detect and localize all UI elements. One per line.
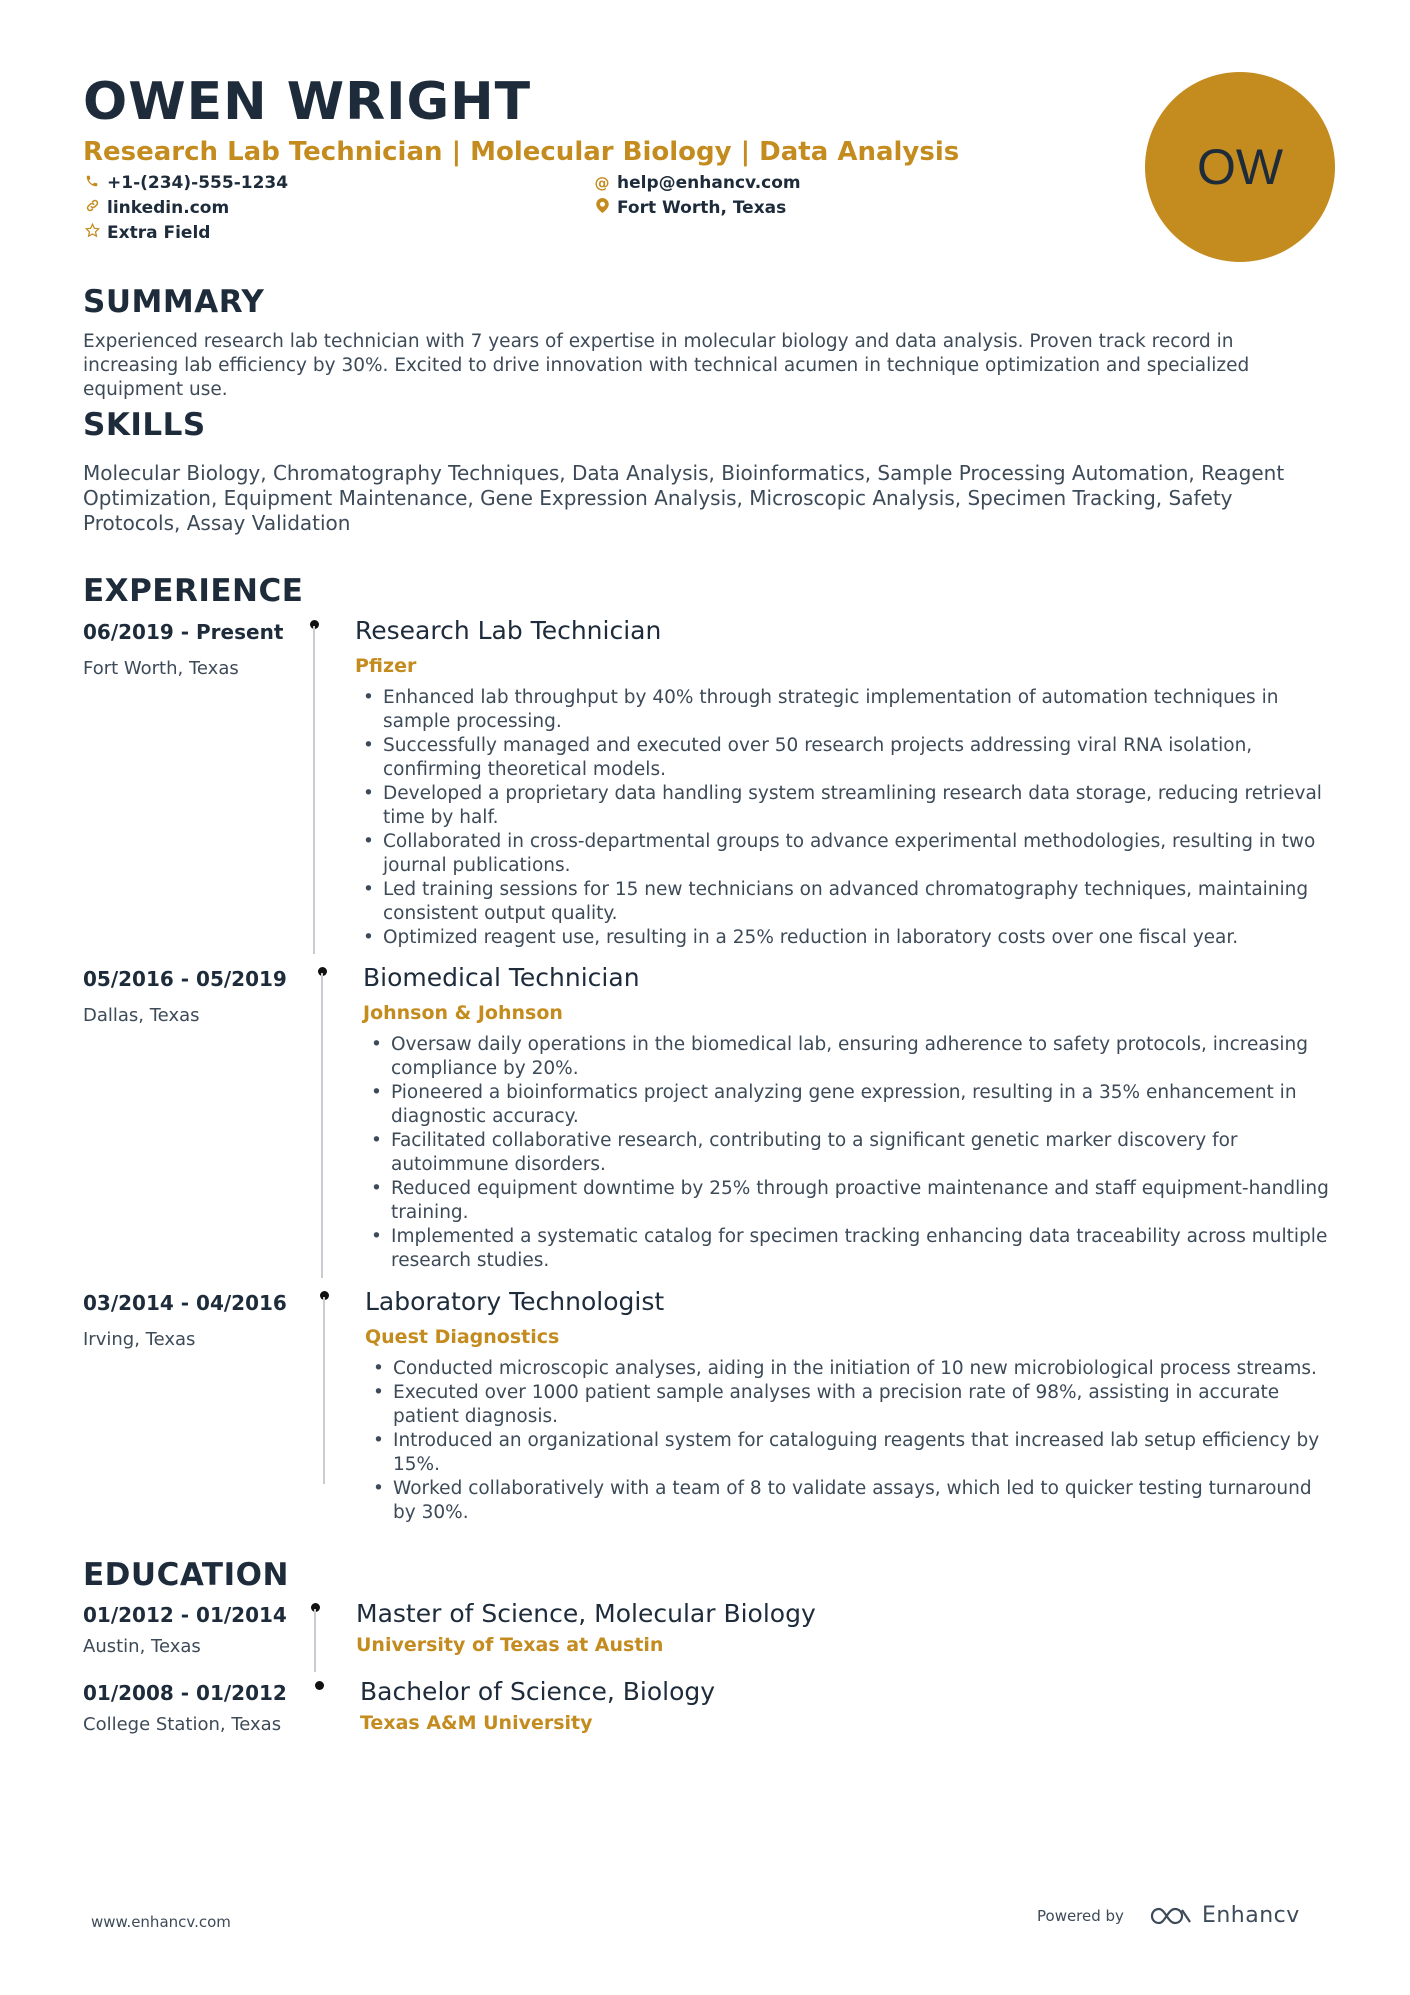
enhancv-logo-icon xyxy=(1148,1904,1194,1928)
skills-heading: SKILLS xyxy=(83,407,206,443)
timeline-line xyxy=(323,1297,325,1484)
contact-email xyxy=(593,172,801,194)
experience-location: Fort Worth, Texas xyxy=(83,658,239,679)
experience-role: Laboratory Technologist xyxy=(365,1287,665,1316)
education-location: College Station, Texas xyxy=(83,1714,282,1735)
email-text[interactable]: help@enhancv.com xyxy=(617,173,801,193)
link-icon xyxy=(83,197,101,219)
experience-bullets xyxy=(365,1357,1335,1525)
footer-website[interactable]: www.enhancv.com xyxy=(91,1913,231,1931)
list-item: • Oversaw daily operations in the biomedical lab, ensuring adherence to safety protocols, increasing compliance by 20%. xyxy=(363,1033,1330,1081)
contact-phone xyxy=(83,172,288,194)
at-icon: @ xyxy=(594,174,610,192)
phone-icon xyxy=(83,172,101,194)
experience-bullets xyxy=(363,1033,1330,1273)
experience-location: Irving, Texas xyxy=(83,1329,196,1350)
skills-text: Molecular Biology, Chromatography Techniques, Data Analysis, Bioinformatics, Sample Processing Automation, Reagent Optimization, Equipment Maintenance, Gene Expression Analysis, Microscopic Analysis, Specimen Tracking, Safety Protocols, Assay Validation xyxy=(83,461,1285,535)
timeline-line xyxy=(321,973,323,1278)
powered-by-label: Powered by xyxy=(1037,1906,1124,1925)
avatar xyxy=(1145,72,1335,262)
candidate-name: OWEN WRIGHT xyxy=(83,72,532,132)
experience-bullets xyxy=(355,686,1330,950)
timeline-line xyxy=(314,1609,316,1672)
list-item: • Developed a proprietary data handling system streamlining research data storage, reducing retrieval time by half. xyxy=(355,782,1330,830)
experience-role: Biomedical Technician xyxy=(363,963,640,992)
star-icon xyxy=(83,222,101,244)
map-pin-icon xyxy=(593,197,611,219)
footer-branding xyxy=(1037,1903,1300,1928)
contact-linkedin xyxy=(83,197,229,219)
education-school: University of Texas at Austin xyxy=(356,1634,664,1656)
experience-heading: EXPERIENCE xyxy=(83,573,304,609)
timeline-dot xyxy=(315,1681,324,1690)
education-school: Texas A&M University xyxy=(360,1712,593,1734)
list-item: • Collaborated in cross-departmental groups to advance experimental methodologies, resulting in two journal publications. xyxy=(355,830,1330,878)
list-item: • Led training sessions for 15 new technicians on advanced chromatography techniques, maintaining consistent output quality. xyxy=(355,878,1330,926)
education-date: 01/2008 - 01/2012 xyxy=(83,1681,287,1705)
education-degree: Master of Science, Molecular Biology xyxy=(356,1599,816,1628)
list-item: • Worked collaboratively with a team of 8 to validate assays, which led to quicker testing turnaround by 30%. xyxy=(365,1477,1335,1525)
timeline-line xyxy=(313,626,315,954)
list-item: • Introduced an organizational system for cataloguing reagents that increased lab setup efficiency by 15%. xyxy=(365,1429,1335,1477)
summary-heading: SUMMARY xyxy=(83,284,265,320)
phone-text: +1-(234)-555-1234 xyxy=(107,173,289,193)
list-item: • Reduced equipment downtime by 25% through proactive maintenance and staff equipment-handling training. xyxy=(363,1177,1330,1225)
experience-role: Research Lab Technician xyxy=(355,616,662,645)
summary-text: Experienced research lab technician with 7 years of expertise in molecular biology and data analysis. Proven track record in increasing lab efficiency by 30%. Excited to drive innovation with technical acumen in technique optimization and specialized equipment use. xyxy=(83,331,1250,400)
list-item: • Implemented a systematic catalog for specimen tracking enhancing data traceability across multiple research studies. xyxy=(363,1225,1330,1273)
location-text: Fort Worth, Texas xyxy=(617,198,787,218)
education-degree: Bachelor of Science, Biology xyxy=(360,1677,716,1706)
enhancv-logo xyxy=(1148,1903,1300,1928)
list-item: • Successfully managed and executed over 50 research projects addressing viral RNA isolation, confirming theoretical models. xyxy=(355,734,1330,782)
experience-location: Dallas, Texas xyxy=(83,1005,200,1026)
linkedin-text[interactable]: linkedin.com xyxy=(107,198,230,218)
list-item: • Enhanced lab throughput by 40% through strategic implementation of automation techniques in sample processing. xyxy=(355,686,1330,734)
education-date: 01/2012 - 01/2014 xyxy=(83,1603,287,1627)
brand-name: Enhancv xyxy=(1201,1903,1300,1928)
education-location: Austin, Texas xyxy=(83,1636,201,1657)
experience-company: Johnson & Johnson xyxy=(363,1002,563,1024)
list-item: • Facilitated collaborative research, contributing to a significant genetic marker discovery for autoimmune disorders. xyxy=(363,1129,1330,1177)
experience-company: Pfizer xyxy=(355,655,417,677)
list-item: • Optimized reagent use, resulting in a 25% reduction in laboratory costs over one fiscal year. xyxy=(355,926,1330,950)
contact-location xyxy=(593,197,786,219)
avatar-initials: OW xyxy=(1196,139,1284,195)
headline: Research Lab Technician | Molecular Biology | Data Analysis xyxy=(83,137,960,167)
list-item: • Executed over 1000 patient sample analyses with a precision rate of 98%, assisting in accurate patient diagnosis. xyxy=(365,1381,1335,1429)
contact-extra xyxy=(83,222,210,244)
experience-date: 03/2014 - 04/2016 xyxy=(83,1291,287,1315)
education-heading: EDUCATION xyxy=(83,1557,289,1593)
experience-date: 06/2019 - Present xyxy=(83,620,284,644)
experience-date: 05/2016 - 05/2019 xyxy=(83,967,287,991)
list-item: • Pioneered a bioinformatics project analyzing gene expression, resulting in a 35% enhancement in diagnostic accuracy. xyxy=(363,1081,1330,1129)
experience-company: Quest Diagnostics xyxy=(365,1326,560,1348)
list-item: • Conducted microscopic analyses, aiding in the initiation of 10 new microbiological process streams. xyxy=(365,1357,1335,1381)
extra-text: Extra Field xyxy=(107,223,211,243)
